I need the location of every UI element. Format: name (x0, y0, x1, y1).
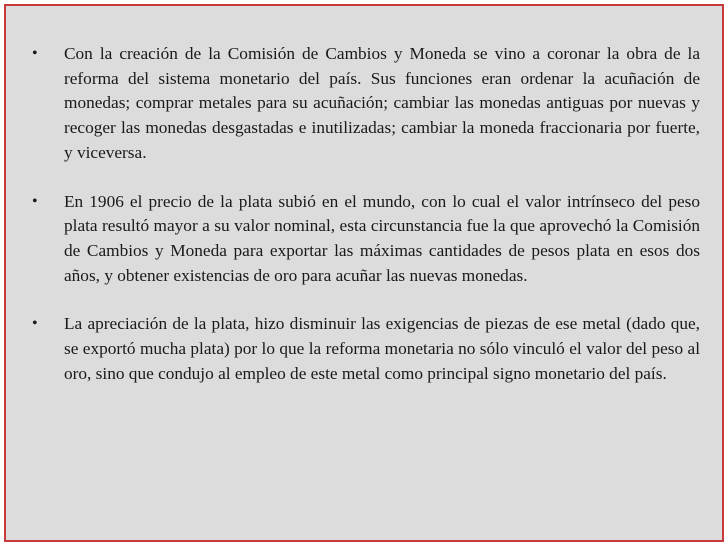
bullet-item-1 (30, 42, 700, 166)
bullet-item-2 (30, 190, 700, 289)
bullet-text: La apreciación de la plata, hizo disminuir las exigencias de piezas de ese metal (dado que, se exportó mucha plata) por lo que la reforma monetaria no sólo vinculó el valor del peso al oro, sino que condujo al empleo de este metal como principal signo monetario del país. (64, 314, 700, 383)
bullet-text: Con la creación de la Comisión de Cambios y Moneda se vino a coronar la obra de la reforma del sistema monetario del país. Sus funciones eran ordenar la acuñación de monedas; comprar metales para su acuñación; cambiar las monedas antiguas por nuevas y recoger las monedas desgastadas e inutilizadas; cambiar la moneda fraccionaria por fuerte, y viceversa. (64, 44, 700, 162)
bullet-dot-icon: • (32, 192, 38, 210)
bullet-item-3 (30, 312, 700, 386)
bullet-text: En 1906 el precio de la plata subió en el mundo, con lo cual el valor intrínseco del peso plata resultó mayor a su valor nominal, esta circunstancia fue la que aprovechó la Comisión de Cambios y Moneda para exportar las máximas cantidades de pesos plata en esos dos años, y obtener existencias de oro para acuñar las nuevas monedas. (64, 191, 700, 285)
bullet-dot-icon: • (32, 45, 38, 62)
bullet-dot-icon: • (32, 315, 38, 333)
slide-panel (4, 4, 724, 542)
bullet-list (30, 42, 700, 410)
